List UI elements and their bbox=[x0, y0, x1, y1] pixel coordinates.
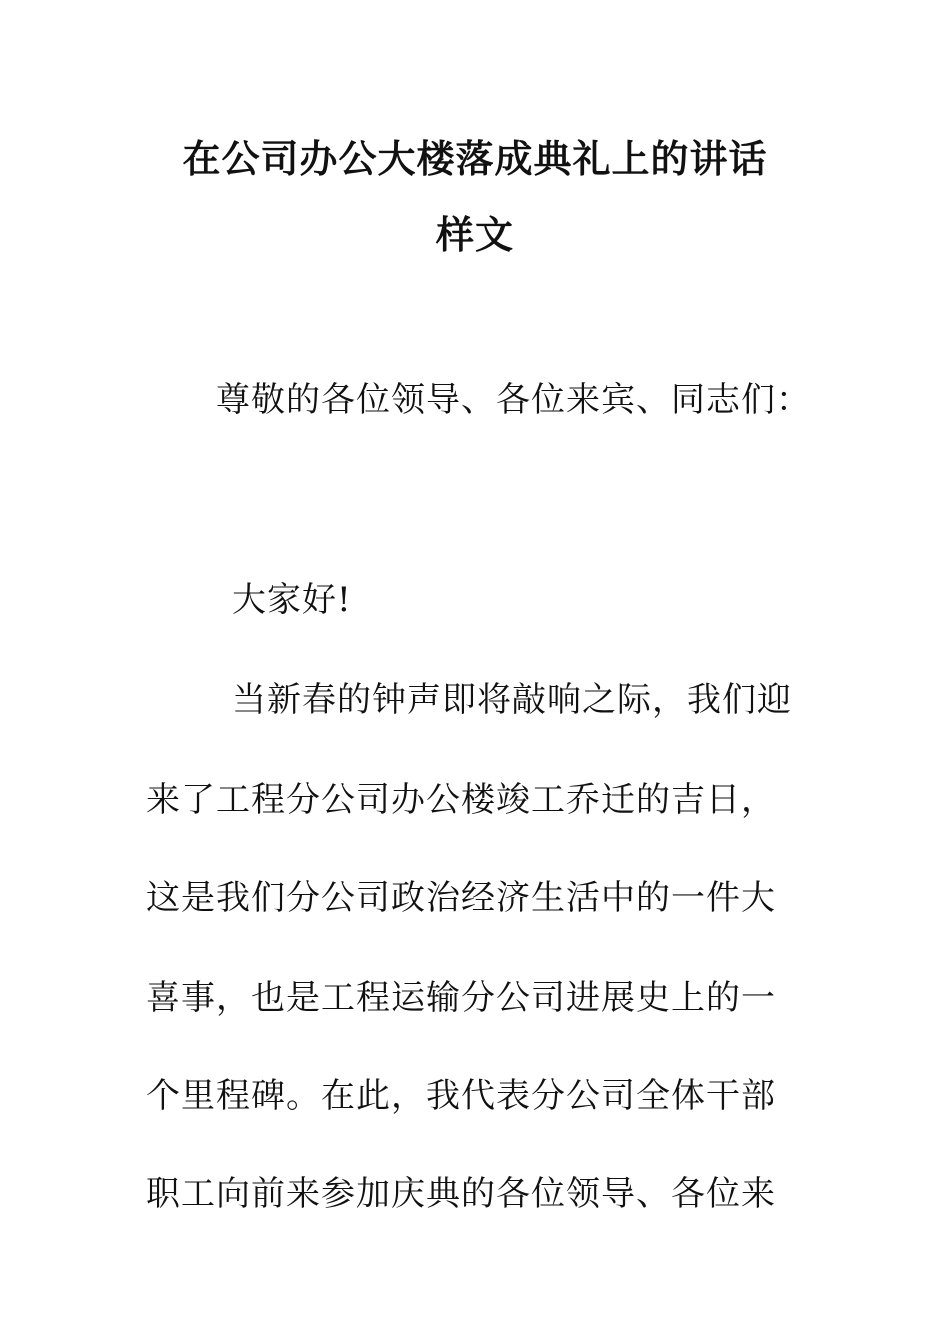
document-title-line-2: 样文 bbox=[435, 213, 514, 257]
body-line: 职工向前来参加庆典的各位领导、各位来 bbox=[146, 1174, 776, 1214]
salutation: 尊敬的各位领导、各位来宾、同志们： bbox=[216, 380, 811, 420]
body-line: 这是我们分公司政治经济生活中的一件大 bbox=[146, 878, 776, 918]
body-line: 个里程碑。在此，我代表分公司全体干部 bbox=[146, 1076, 776, 1116]
body-line: 来了工程分公司办公楼竣工乔迁的吉日， bbox=[146, 780, 776, 820]
body-line: 喜事，也是工程运输分公司进展史上的一 bbox=[146, 978, 776, 1018]
document-title-line-1: 在公司办公大楼落成典礼上的讲话 bbox=[182, 137, 768, 181]
greeting: 大家好! bbox=[232, 580, 352, 620]
body-line: 当新春的钟声即将敲响之际，我们迎 bbox=[232, 680, 792, 720]
